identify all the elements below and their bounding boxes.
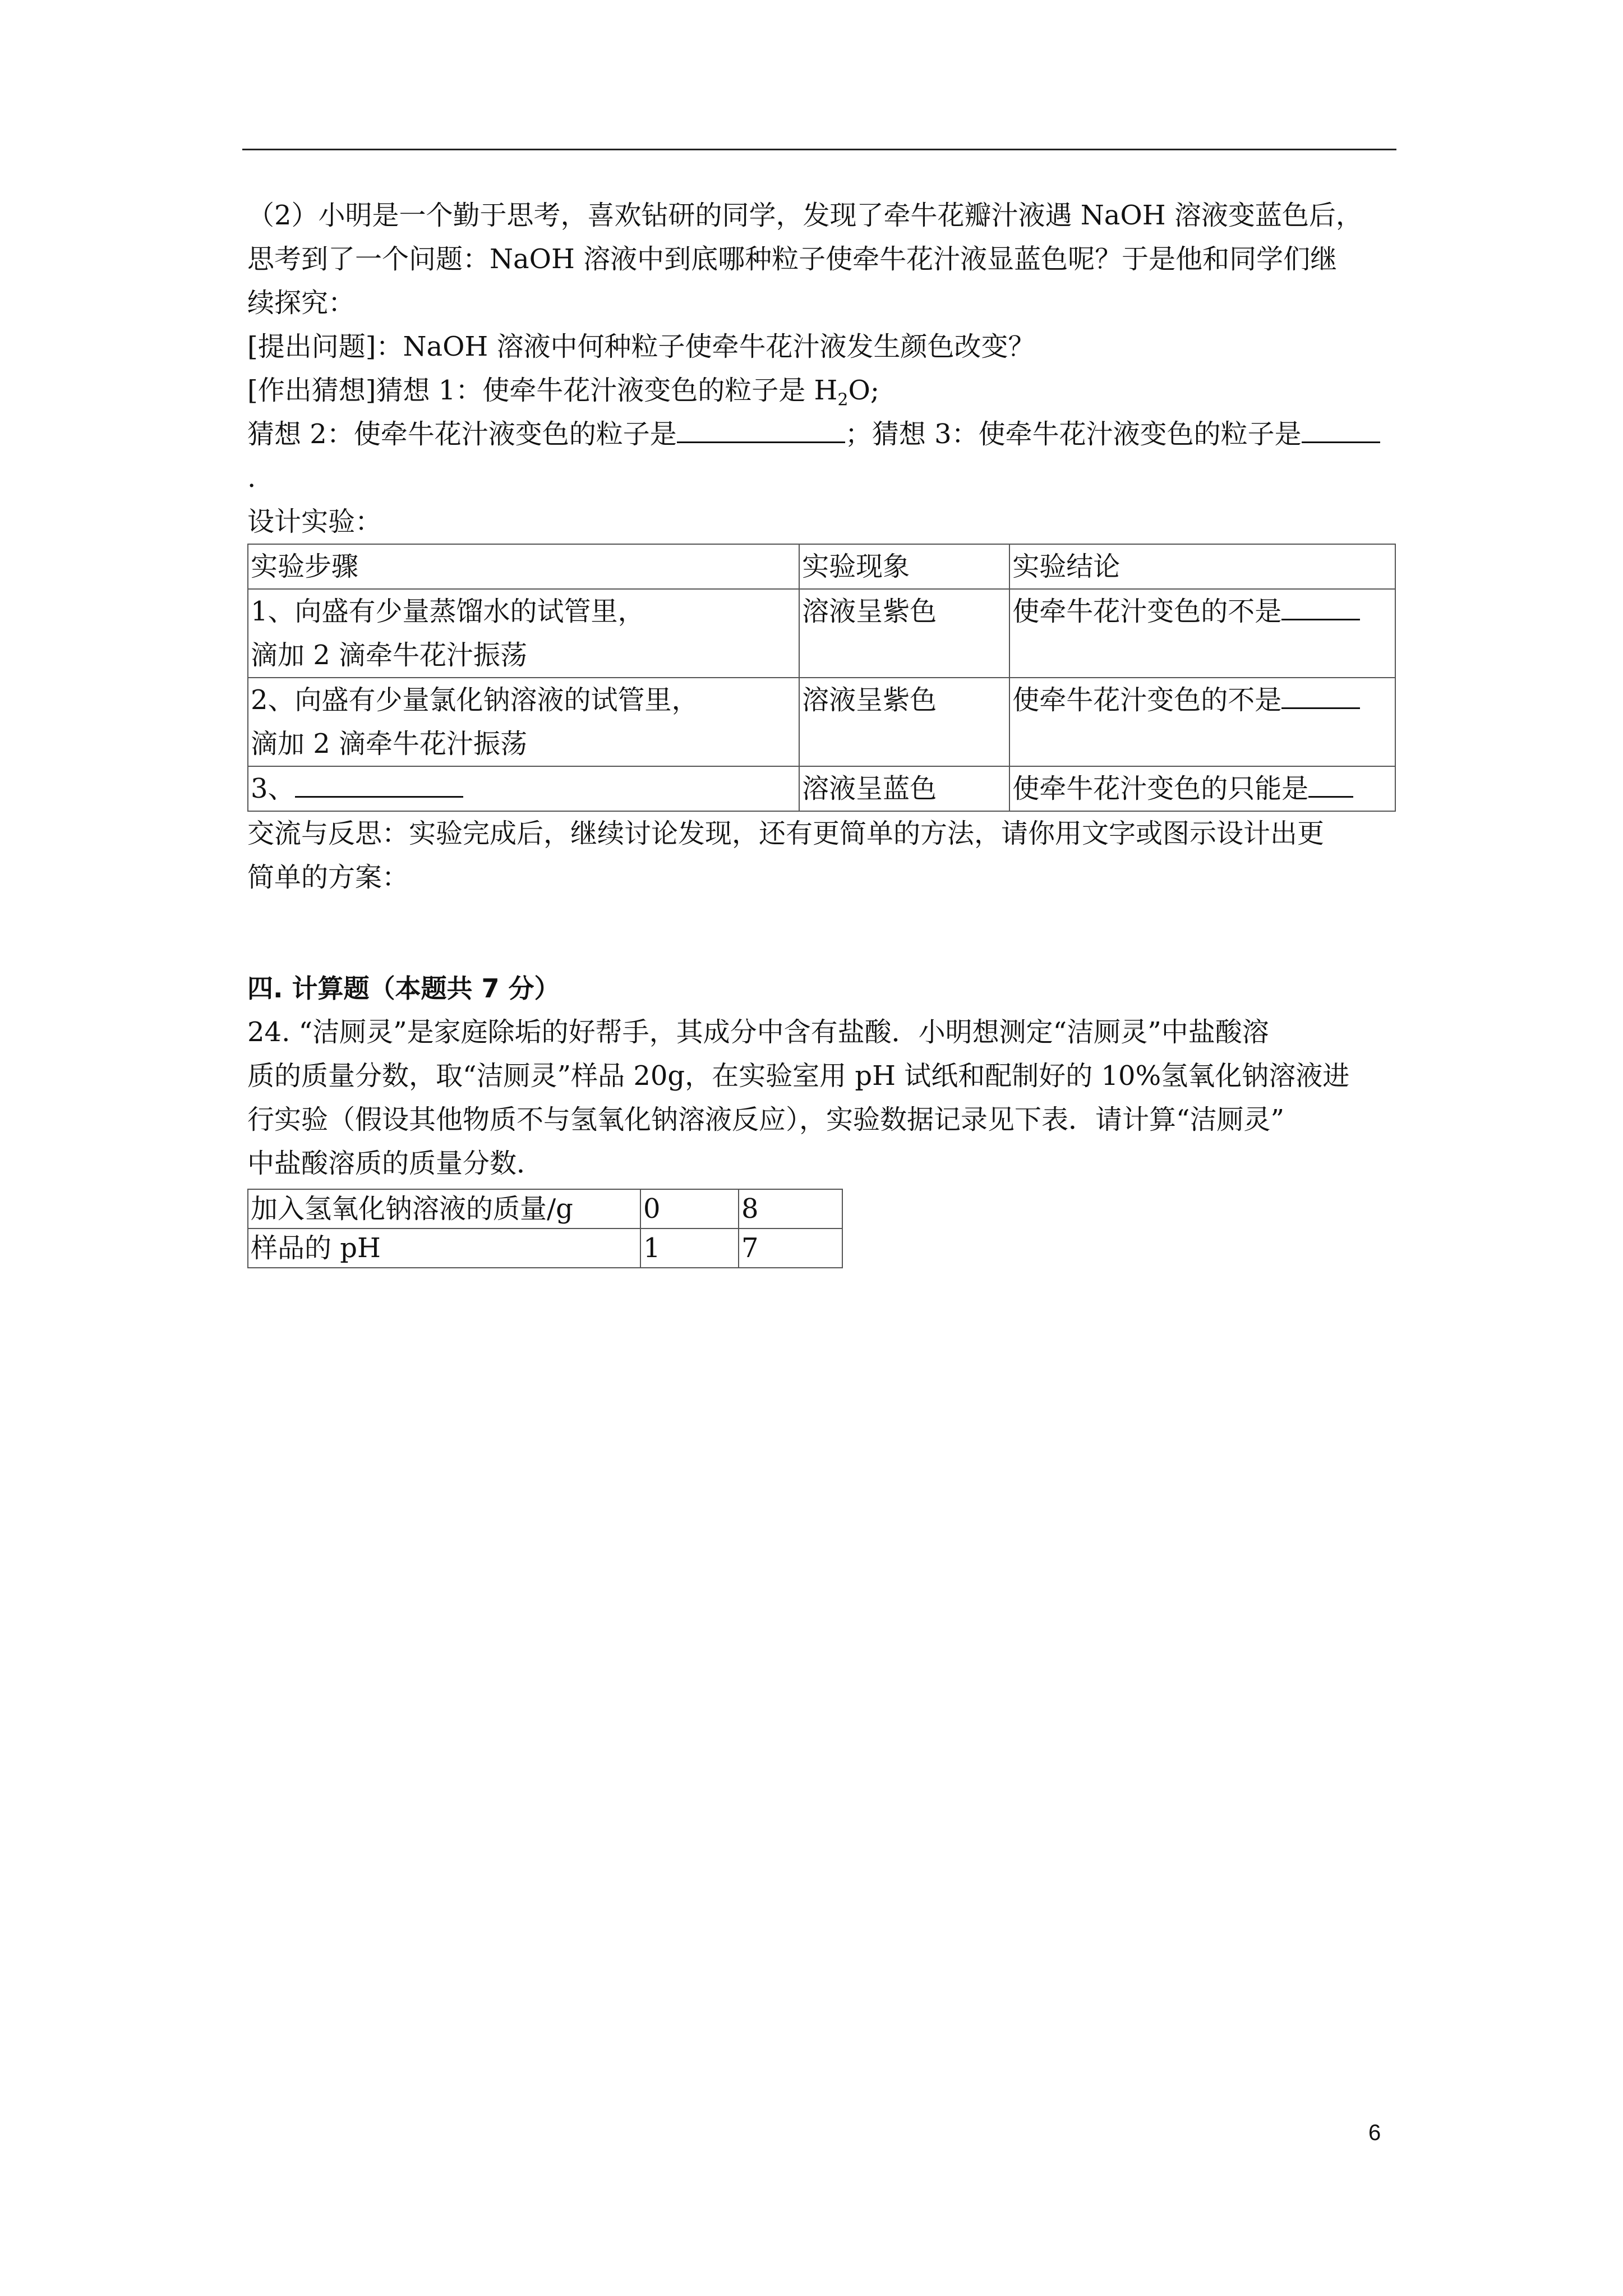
- reflection-line-2: 简单的方案：: [247, 862, 409, 893]
- table-row: [248, 589, 1395, 678]
- hypothesis-3-text: ；猜想 3：使牵牛花汁液变色的粒子是: [845, 418, 1302, 450]
- step-line-1: 2、向盛有少量氯化钠溶液的试管里，: [251, 684, 699, 716]
- value-cell: 7: [739, 1228, 842, 1268]
- phenomenon-cell: 溶液呈紫色: [799, 678, 1009, 766]
- q24-line-3: 行实验（假设其他物质不与氢氧化钠溶液反应），实验数据记录见下表．请计算“洁厕灵”: [247, 1104, 1285, 1135]
- table-row: [248, 766, 1395, 811]
- step-cell: [248, 589, 799, 678]
- conclusion-blank[interactable]: [1308, 767, 1353, 798]
- conclusion-cell: [1009, 678, 1395, 766]
- table-row: [248, 1228, 842, 1268]
- step-line-2: 滴加 2 滴牵牛花汁振荡: [251, 728, 528, 760]
- experiment-table: [247, 544, 1396, 812]
- hypothesis-end: .: [247, 462, 256, 494]
- page-number: 6: [1368, 2120, 1381, 2145]
- q2-intro-line-1: （2）小明是一个勤于思考，喜欢钻研的同学，发现了牵牛花瓣汁液遇 NaOH 溶液变蓝色后，: [247, 200, 1363, 231]
- step-line-1: 3、: [251, 773, 295, 804]
- table-row: [248, 1189, 842, 1228]
- header-rule: [242, 149, 1396, 150]
- hypothesis-1: [247, 369, 1397, 412]
- conclusion-text: 使牵牛花汁变色的只能是: [1012, 773, 1309, 804]
- row-label: 加入氢氧化钠溶液的质量/g: [248, 1189, 640, 1228]
- hypothesis-1-suffix: O;: [848, 375, 879, 406]
- data-table: [247, 1189, 843, 1268]
- step-3-blank[interactable]: [295, 767, 463, 798]
- step-line-1: 1、向盛有少量蒸馏水的试管里，: [251, 596, 645, 627]
- section-4-title: 四. 计算题（本题共 7 分）: [247, 973, 560, 1004]
- conclusion-cell: [1009, 766, 1395, 811]
- hypothesis-2-blank[interactable]: [677, 412, 845, 443]
- hypothesis-1-text: [作出猜想]猜想 1：使牵牛花汁液变色的粒子是 H: [247, 375, 838, 406]
- row-label: 样品的 pH: [248, 1228, 640, 1268]
- q24-line-1: 24. “洁厕灵”是家庭除垢的好帮手，其成分中含有盐酸．小明想测定“洁厕灵”中盐酸溶: [247, 1016, 1269, 1048]
- phenomenon-cell: 溶液呈紫色: [799, 589, 1009, 678]
- hypothesis-1-subscript: 2: [837, 390, 849, 410]
- conclusion-blank[interactable]: [1281, 590, 1360, 620]
- q2-intro-line-2: 思考到了一个问题：NaOH 溶液中到底哪种粒子使牵牛花汁液显蓝色呢？于是他和同学们继: [247, 243, 1338, 275]
- hypothesis-2-text: 猜想 2：使牵牛花汁液变色的粒子是: [247, 418, 677, 450]
- q2-intro-line-3: 续探究：: [247, 287, 356, 319]
- q24-line-4: 中盐酸溶质的质量分数．: [247, 1148, 544, 1179]
- step-cell: [248, 766, 799, 811]
- hypothesis-2-3: [247, 412, 1397, 456]
- conclusion-blank[interactable]: [1281, 678, 1360, 709]
- q24-line-2: 质的质量分数，取“洁厕灵”样品 20g，在实验室用 pH 试纸和配制好的 10%氢氧化钠溶液进: [247, 1060, 1350, 1092]
- value-cell: 8: [739, 1189, 842, 1228]
- q2-question: [提出问题]：NaOH 溶液中何种粒子使牵牛花汁液发生颜色改变？: [247, 331, 1035, 362]
- header-step: 实验步骤: [248, 544, 799, 589]
- hypothesis-3-blank[interactable]: [1302, 412, 1380, 443]
- experiment-table-header: [248, 544, 1395, 589]
- reflection-line-1: 交流与反思：实验完成后，继续讨论发现，还有更简单的方法，请你用文字或图示设计出更: [247, 818, 1325, 849]
- page-content: [247, 194, 1397, 1268]
- step-line-2: 滴加 2 滴牵牛花汁振荡: [251, 639, 528, 671]
- header-conclusion: 实验结论: [1009, 544, 1395, 589]
- value-cell: 1: [640, 1228, 739, 1268]
- table-row: [248, 678, 1395, 766]
- header-phenomenon: 实验现象: [799, 544, 1009, 589]
- conclusion-text: 使牵牛花汁变色的不是: [1012, 684, 1282, 716]
- conclusion-cell: [1009, 589, 1395, 678]
- phenomenon-cell: 溶液呈蓝色: [799, 766, 1009, 811]
- design-label: 设计实验：: [247, 506, 382, 537]
- conclusion-text: 使牵牛花汁变色的不是: [1012, 596, 1282, 627]
- value-cell: 0: [640, 1189, 739, 1228]
- step-cell: [248, 678, 799, 766]
